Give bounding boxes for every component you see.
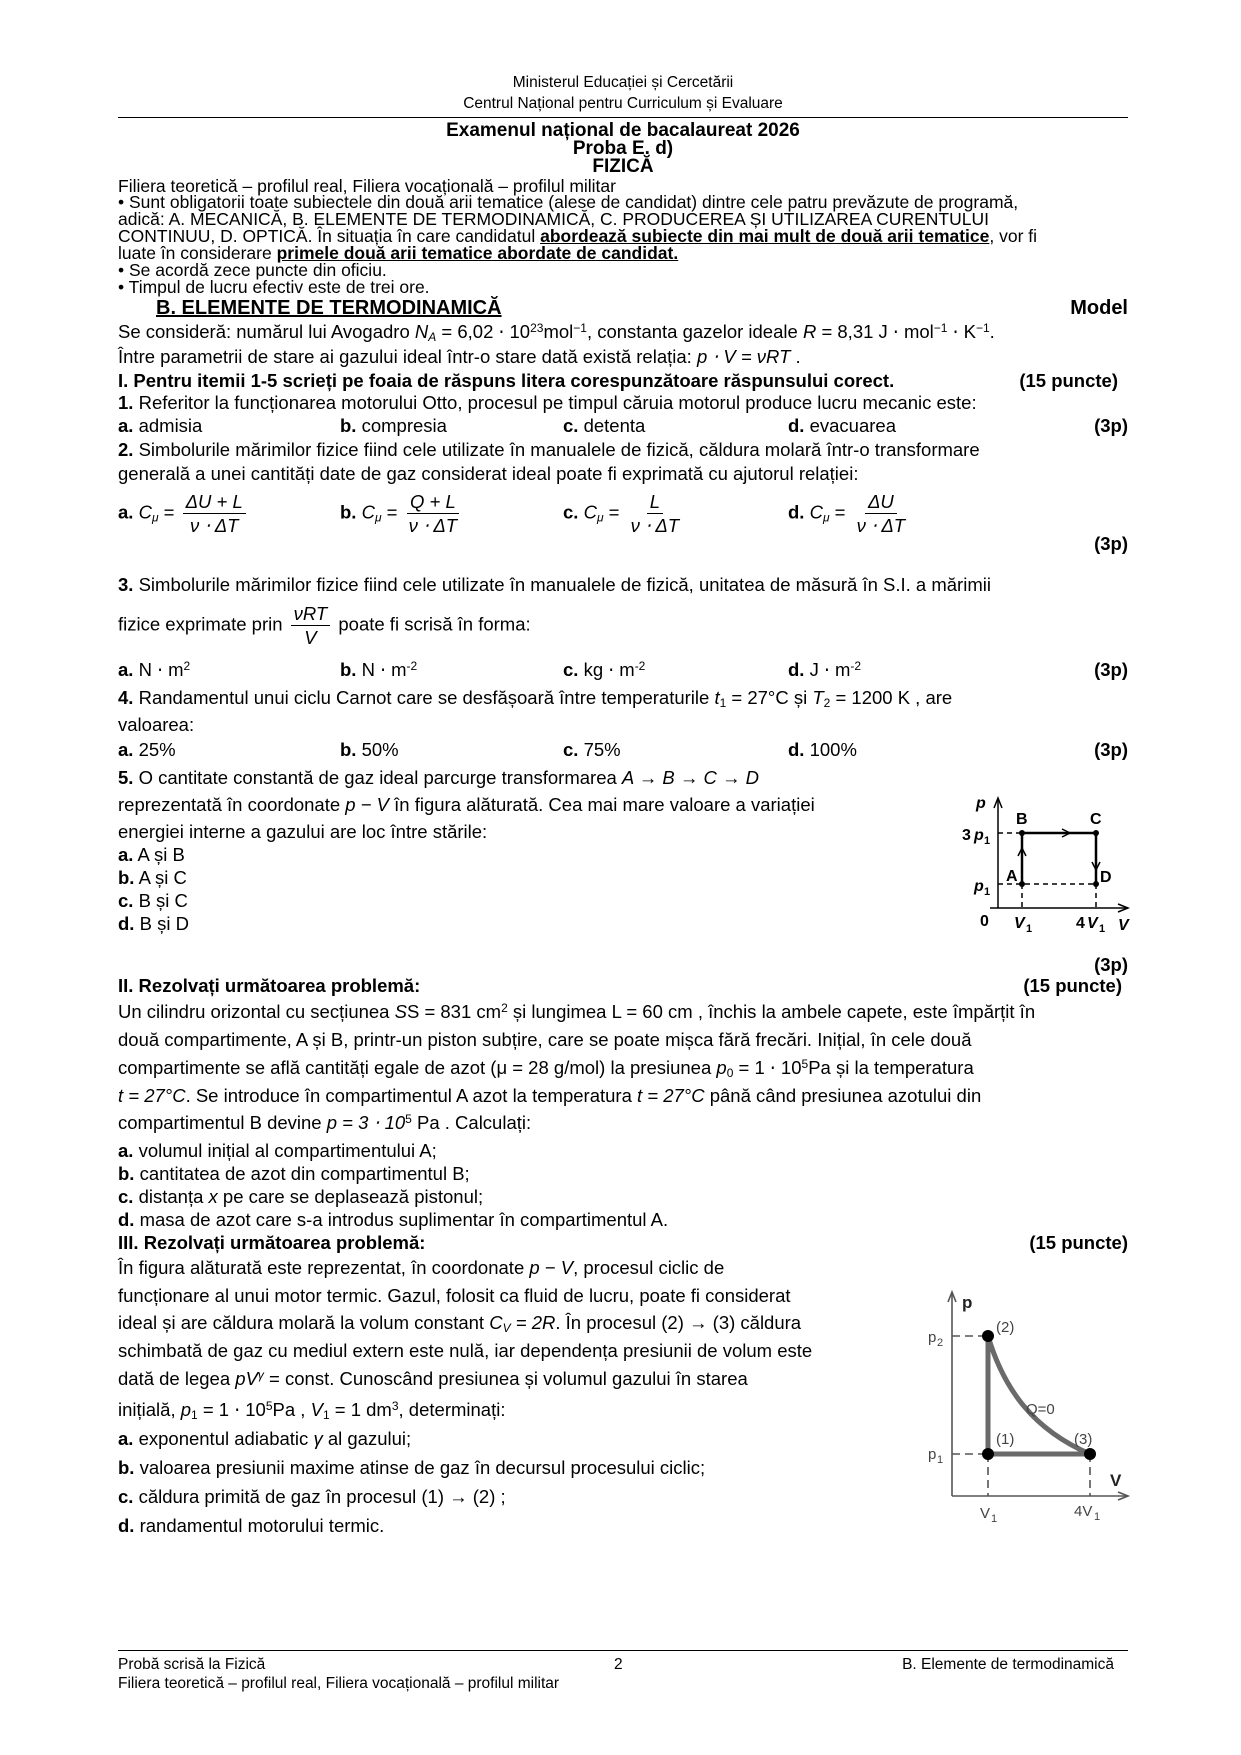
part2-points: (15 puncte)	[1023, 975, 1122, 996]
svg-text:(3): (3)	[1074, 1431, 1093, 1448]
q1-option-b: b. compresia	[340, 415, 447, 436]
center-name: Centrul Național pentru Curriculum și Evaluare	[463, 95, 783, 112]
part2-line-1: Un cilindru orizontal cu secțiunea SS = 831 $cm^2$ și lungimea L = 60 cm , închis la ambele capete, este împărțit în	[118, 1001, 1036, 1022]
q4-line-1: 4. Randamentul unui ciclu Carnot care se desfășoară între temperaturile $t_1 = 27^\circ C$ și $T_2 = 1200$ K , are	[118, 687, 953, 710]
svg-text:1: 1	[1099, 923, 1106, 935]
q4-line-2: valoarea:	[118, 714, 195, 735]
svg-text:1: 1	[984, 835, 991, 847]
q5-pv-diagram	[950, 780, 1130, 940]
part3-item-c: c. căldura primită de gaz în procesul (1) → (2) ;	[118, 1486, 506, 1507]
ministry-name: Ministerul Educației și Cercetării	[512, 74, 734, 91]
footer-rule	[118, 1650, 1128, 1651]
q3-points: (3p)	[1094, 659, 1128, 680]
q2-option-a: a. $C_\mu$ = $\frac{\Delta U + L}{\nu \cdot \Delta T}$	[118, 491, 249, 536]
footer-left: Probă scrisă la Fizică	[118, 1656, 266, 1673]
part3-line-6: inițială, $p_1 = 1 \cdot 10^5Pa$ , $V_1 = 1$ $dm^3$, determinați:	[118, 1399, 506, 1422]
subject-title: FIZICĂ	[592, 156, 654, 177]
part2-line-2: două compartimente, A și B, printr-un piston subțire, care se poate mișca fără frecări. Inițial, în cele două	[118, 1029, 972, 1050]
section-title: B. ELEMENTE DE TERMODINAMICĂ	[156, 297, 502, 319]
q4-option-b: b. 50%	[340, 739, 399, 760]
part3-item-d: d. randamentul motorului termic.	[118, 1515, 385, 1536]
svg-text:1: 1	[937, 1454, 944, 1466]
exam-page	[118, 0, 1128, 1755]
part3-line-5: dată de legea $pV^\gamma$ = const. Cunoscând presiunea și volumul gazului în starea	[118, 1368, 748, 1389]
proba-title: Proba E. d)	[572, 138, 674, 159]
svg-text:(2): (2)	[996, 1319, 1015, 1336]
q2-option-c: c. $C_\mu$ = $\frac{L}{\nu \cdot \Delta T}$	[563, 491, 680, 536]
q4-points: (3p)	[1094, 739, 1128, 760]
svg-text:1: 1	[1026, 923, 1033, 935]
q4-option-c: c. 75%	[563, 739, 621, 760]
footer-right: B. Elemente de termodinamică	[902, 1656, 1114, 1673]
footer-filiera: Filiera teoretică – profilul real, Filiera vocațională – profilul militar	[118, 1675, 560, 1692]
svg-text:p: p	[962, 1293, 973, 1312]
part3-line-3: ideal și are căldura molară la volum constant $C_V = 2R$. În procesul (2) → (3) căldura	[118, 1312, 802, 1335]
q4-option-d: d. 100%	[788, 739, 857, 760]
q2-points: (3p)	[1094, 533, 1128, 554]
part2-item-d: d. masa de azot care s-a introdus suplimentar în compartimentul A.	[118, 1209, 669, 1230]
q2-option-d: d. $C_\mu$ = $\frac{\Delta U}{\nu \cdot \Delta T}$	[788, 491, 906, 536]
q5-option-d: d. B și D	[118, 913, 189, 934]
q5-line-2: reprezentată în coordonate p − V în figura alăturată. Cea mai mare valoare a variației	[118, 794, 815, 815]
svg-text:p: p	[928, 1329, 937, 1346]
part2-line-4: t = 27°C. Se introduce în compartimentul A azot la temperatura t = 27°C până când presiunea azotului din	[118, 1085, 982, 1106]
part2-item-a: a. volumul inițial al compartimentului A;	[118, 1140, 437, 1161]
q1-points: (3p)	[1094, 415, 1128, 436]
instruction-1d: luate în considerare primele două arii tematice abordate de candidat.	[118, 243, 679, 263]
part1-points: (15 puncte)	[1019, 370, 1118, 391]
q5-option-c: c. B și C	[118, 890, 188, 911]
svg-text:p: p	[974, 878, 984, 895]
q1-option-d: d. evacuarea	[788, 415, 896, 436]
svg-text:V: V	[1014, 915, 1025, 932]
part2-line-5: compartimentul B devine $p = 3 \cdot 10^5$ Pa . Calculați:	[118, 1112, 532, 1133]
q1-text: 1. Referitor la funcționarea motorului Otto, procesul pe timpul căruia motorul produce lucru mecanic este:	[118, 392, 977, 413]
svg-text:1: 1	[1094, 1511, 1101, 1523]
constants-line-2: Între parametrii de stare ai gazului ideal într-o stare dată există relația: p ⋅ V = νRT .	[118, 346, 801, 367]
svg-text:V: V	[1118, 917, 1129, 934]
svg-text:D: D	[1100, 869, 1112, 886]
header-rule	[118, 117, 1128, 118]
svg-text:p: p	[976, 795, 986, 812]
part1-heading: I. Pentru itemii 1-5 scrieți pe foaia de răspuns litera corespunzătoare răspunsului corect.	[118, 370, 895, 391]
q1-option-c: c. detenta	[563, 415, 646, 436]
part3-heading: III. Rezolvați următoarea problemă:	[118, 1232, 426, 1253]
q3-option-c: c. kg ⋅ $m^{-2}$	[563, 659, 646, 680]
q5-line-3: energiei interne a gazului are loc între stările:	[118, 821, 488, 842]
svg-text:(1): (1)	[996, 1431, 1015, 1448]
svg-text:B: B	[1016, 811, 1028, 828]
svg-text:C: C	[1090, 811, 1102, 828]
svg-text:V: V	[1110, 1471, 1122, 1490]
q5-points: (3p)	[1094, 954, 1128, 975]
q3-option-b: b. $N \cdot m^{-2}$	[340, 659, 418, 680]
q2-line-1: 2. Simbolurile mărimilor fizice fiind cele utilizate în manualele de fizică, căldura molară într-o transformare	[118, 439, 980, 460]
svg-text:1: 1	[991, 1513, 998, 1525]
svg-text:1: 1	[984, 886, 991, 898]
svg-text:V: V	[980, 1505, 991, 1522]
instruction-2: • Se acordă zece puncte din oficiu.	[118, 260, 387, 280]
part3-item-a: a. exponentul adiabatic γ al gazului;	[118, 1428, 412, 1449]
svg-text:4: 4	[1076, 915, 1085, 932]
instruction-1a: • Sunt obligatorii toate subiectele din două arii tematice (alese de candidat) dintre cele patru prevăzute de programă,	[118, 192, 1019, 212]
instruction-1c: CONTINUU, D. OPTICĂ. În situația în care candidatul abordează subiecte din mai mult de două arii tematice, vor fi	[118, 226, 1038, 246]
part3-line-2: funcționare al unui motor termic. Gazul, folosit ca fluid de lucru, poate fi considerat	[118, 1285, 791, 1306]
svg-text:A: A	[1006, 868, 1018, 885]
part3-pv-cycle-diagram	[914, 1280, 1134, 1530]
instruction-3: • Timpul de lucru efectiv este de trei ore.	[118, 277, 430, 297]
constants-line-1: Se consideră: numărul lui Avogadro $N_A = 6,02 \cdot 10^{23}mol^{-1}$, constanta gazelor ideale R = 8,31 $J \cdot mol^{-1} \cdot K^{-1}$.	[118, 321, 995, 344]
q3-option-d: d. $J \cdot m^{-2}$	[788, 659, 862, 680]
svg-text:p: p	[928, 1446, 937, 1463]
part3-item-b: b. valoarea presiunii maxime atinse de gaz în decursul procesului ciclic;	[118, 1457, 706, 1478]
svg-text:p: p	[974, 827, 984, 844]
svg-text:3: 3	[962, 827, 971, 844]
filiera-line: Filiera teoretică – profilul real, Filiera vocațională – profilul militar	[118, 176, 616, 196]
q4-option-a: a. 25%	[118, 739, 176, 760]
q3-line-2: fizice exprimate prin $\frac{\text{νRT}}{V}$ poate fi scrisă în forma:	[118, 603, 531, 648]
q2-option-b: b. $C_\mu$ = $\frac{Q + L}{\nu \cdot \Delta T}$	[340, 491, 458, 536]
svg-text:0: 0	[980, 913, 989, 930]
part3-line-4: schimbată de gaz cu mediul extern este nulă, iar dependența presiunii de volum este	[118, 1340, 813, 1361]
page-number: 2	[614, 1656, 623, 1673]
model-badge: Model	[1070, 297, 1128, 319]
part2-heading: II. Rezolvați următoarea problemă:	[118, 975, 421, 996]
part2-item-b: b. cantitatea de azot din compartimentul B;	[118, 1163, 470, 1184]
part3-points: (15 puncte)	[1029, 1232, 1128, 1253]
part2-line-3: compartimente se află cantități egale de azot (μ = 28 g/mol) la presiunea $p_0 = 1 \cdot 10^5Pa$ și la temperatura	[118, 1057, 974, 1080]
part3-line-1: În figura alăturată este reprezentat, în coordonate p − V, procesul ciclic de	[118, 1257, 725, 1278]
exam-title: Examenul național de bacalaureat 2026	[446, 120, 800, 141]
svg-text:V: V	[1087, 915, 1098, 932]
svg-text:4V: 4V	[1074, 1503, 1093, 1520]
q5-option-b: b. A și C	[118, 867, 187, 888]
q1-option-a: a. admisia	[118, 415, 203, 436]
q3-line-1: 3. Simbolurile mărimilor fizice fiind cele utilizate în manualele de fizică, unitatea de măsură în S.I. a mărimii	[118, 574, 991, 595]
svg-text:2: 2	[937, 1337, 944, 1349]
q3-option-a: a. $N \cdot m^2$	[118, 659, 191, 680]
q5-line-1: 5. O cantitate constantă de gaz ideal parcurge transformarea A → B → C → D	[118, 767, 759, 788]
svg-text:Q=0: Q=0	[1026, 1401, 1055, 1418]
instruction-1b: adică: A. MECANICĂ, B. ELEMENTE DE TERMODINAMICĂ, C. PRODUCEREA ȘI UTILIZAREA CURENTULUI	[118, 209, 989, 229]
part2-item-c: c. distanța x pe care se deplasează pistonul;	[118, 1186, 484, 1207]
q5-option-a: a. A și B	[118, 844, 185, 865]
q2-line-2: generală a unei cantități date de gaz considerat ideal poate fi exprimată cu ajutorul relației:	[118, 463, 859, 484]
